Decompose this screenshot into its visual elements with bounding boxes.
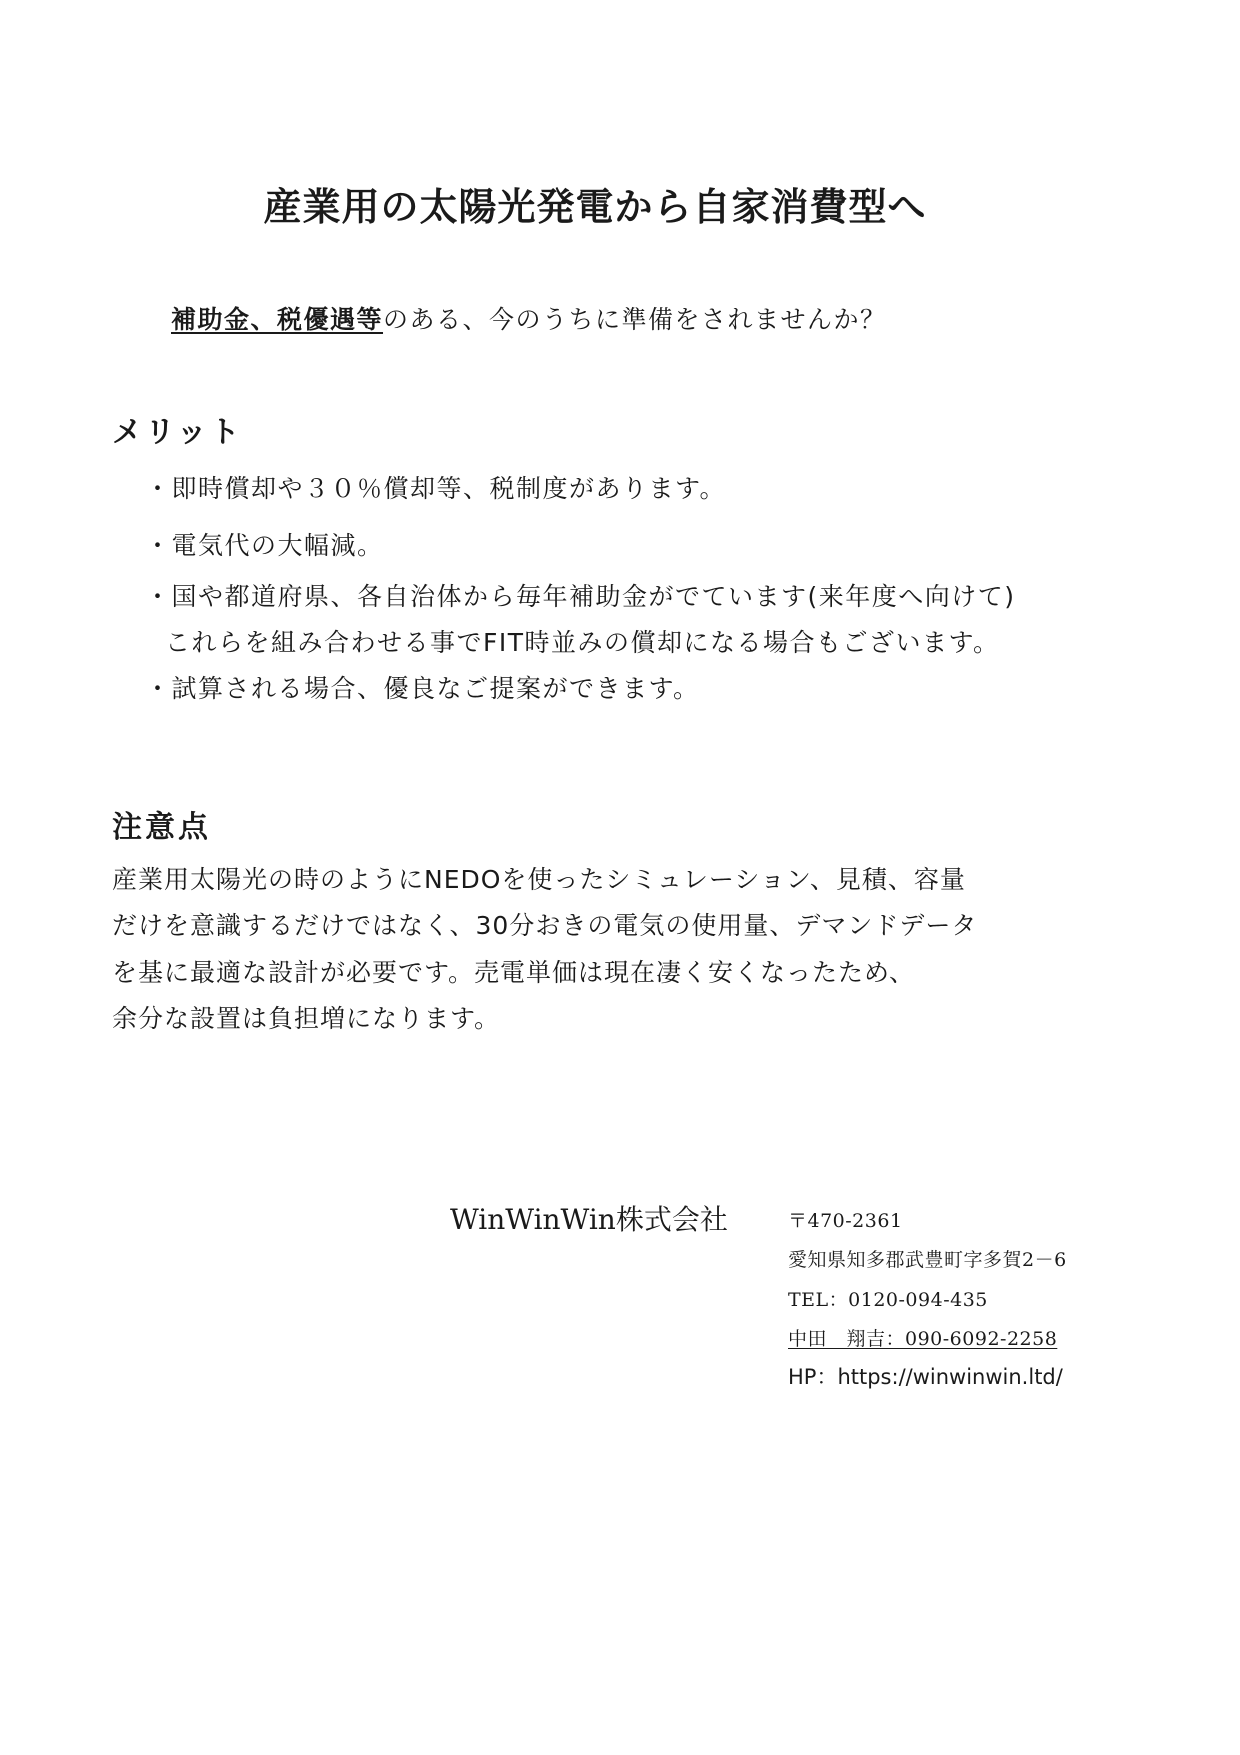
caution-line: 産業用太陽光の時のようにNEDOを使ったシミュレーション、見積、容量 [112,865,966,894]
merit-item: ・即時償却や３０％償却等、税制度があります。 [145,474,727,503]
company-name: WinWinWin株式会社 [450,1203,728,1236]
caution-line: 余分な設置は負担増になります。 [112,1004,501,1033]
merit-item: ・試算される場合、優良なご提案ができます。 [145,674,700,703]
telephone: TEL：0120-094-435 [788,1289,988,1311]
postal-code: 〒470-2361 [788,1210,903,1232]
merit-item-continuation: これらを組み合わせる事でFIT時並みの償却になる場合もございます。 [165,628,1000,657]
merit-item: ・電気代の大幅減。 [145,531,384,560]
homepage-url[interactable]: HP：https://winwinwin.ltd/ [788,1365,1063,1389]
lead-rest: のある、今のうちに準備をされませんか？ [383,305,887,334]
lead-emphasis: 補助金、税優遇等 [171,305,384,334]
address: 愛知県知多郡武豊町字多賀2－6 [788,1249,1067,1271]
caution-line: だけを意識するだけではなく、30分おきの電気の使用量、デマンドデータ [112,911,978,940]
contact-person: 中田 翔吉：090-6092-2258 [788,1328,1058,1350]
lead-sentence [171,300,887,336]
merit-item: ・国や都道府県、各自治体から毎年補助金がでています(来年度へ向けて) [145,582,1016,611]
document-title: 産業用の太陽光発電から自家消費型へ [263,185,927,229]
caution-line: を基に最適な設計が必要です。売電単価は現在凄く安くなったため、 [112,958,916,987]
cautions-heading: 注意点 [112,810,211,845]
merits-heading: メリット [112,415,243,450]
